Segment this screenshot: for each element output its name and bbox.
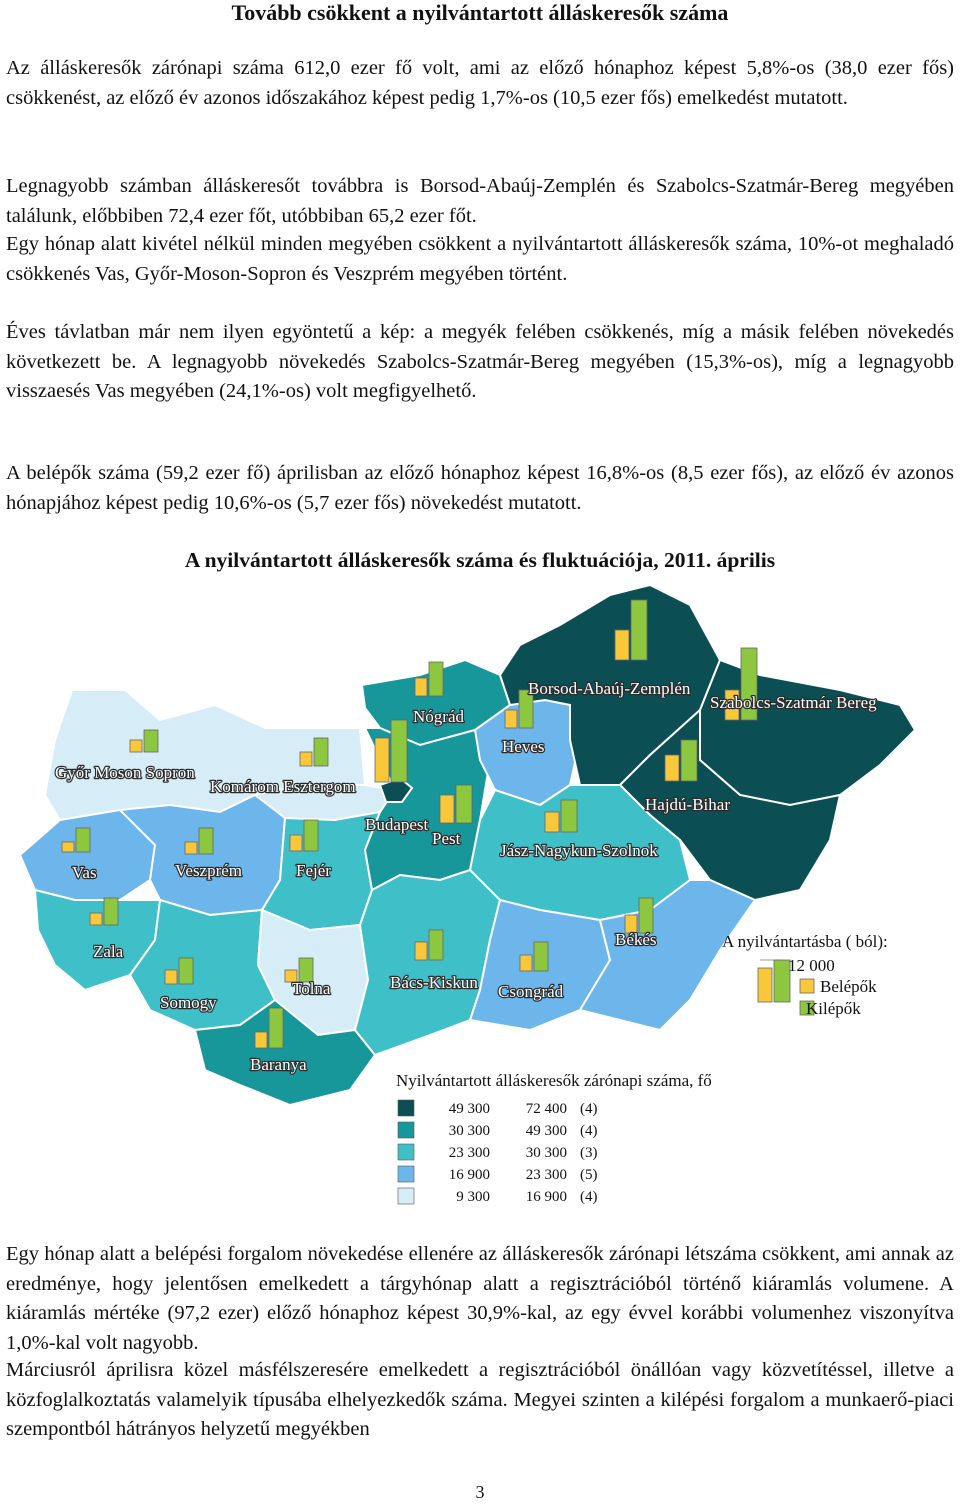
label-fejer: Fejér bbox=[296, 861, 331, 880]
map-title: A nyilvántartott álláskeresők száma és fluktuációja, 2011. április bbox=[184, 548, 776, 572]
page-heading: Tovább csökkent a nyilvántartott álláskeresők száma bbox=[231, 0, 729, 25]
class-row bbox=[398, 1122, 598, 1139]
svg-text:(4): (4) bbox=[580, 1189, 598, 1205]
paragraph-3: Egy hónap alatt kivétel nélkül minden megyében csökkent a nyilvántartott álláskeresők száma, 10%-ot meghaladó csökkenés Vas, Győr-Moson-Sopron és Veszprém megyében történt. bbox=[6, 233, 954, 285]
svg-text:(4): (4) bbox=[580, 1123, 598, 1139]
flow-legend-entrant-bar bbox=[758, 968, 772, 1002]
svg-text:49 300: 49 300 bbox=[448, 1101, 490, 1117]
county-bacs-kiskun bbox=[355, 870, 500, 1055]
page-number: 3 bbox=[475, 1482, 485, 1502]
label-jasz: Jász-Nagykun-Szolnok bbox=[500, 841, 658, 860]
label-baranya: Baranya bbox=[250, 1055, 307, 1074]
label-bekes: Békés bbox=[615, 930, 657, 949]
label-szabolcs: Szabolcs-Szatmár Bereg bbox=[710, 693, 877, 712]
exits-label: Kilépők bbox=[806, 999, 861, 1018]
paragraph-4: Éves távlatban már nem ilyen egyöntetű a kép: a megyék felében csökkenés, míg a másik felében növekedés következett be. A legnagyobb növekedés Szabolcs-Szatmár-Bereg megyében (15,3%-os), míg a legnagyobb visszaesés Vas megyében (24,1%-os) volt megfigyelhető. bbox=[6, 321, 954, 402]
paragraph-2: Legnagyobb számban álláskeresőt továbbra is Borsod-Abaúj-Zemplén és Szabolcs-Szatmár-Bereg megyében találunk, előbbiben 72,4 ezer főt, utóbbiban 65,2 ezer főt. bbox=[6, 175, 954, 227]
label-pest: Pest bbox=[432, 829, 461, 848]
label-borsod: Borsod-Abaúj-Zemplén bbox=[528, 679, 691, 698]
label-vas: Vas bbox=[72, 863, 97, 882]
county-szabolcs bbox=[700, 660, 915, 805]
svg-text:16 900: 16 900 bbox=[448, 1167, 490, 1183]
label-nograd: Nógrád bbox=[413, 707, 464, 726]
paragraph-7: Márciusról áprilisra közel másfélszeresére emelkedett a regisztrációból önállóan vagy közvetítéssel, illetve a közfoglalkoztatás valamelyik típusába elhelyezkedők száma. Megyei szinten a kilépési forgalom a munkaerő-piaci szempontból hátrányos helyzetű megyékben bbox=[6, 1359, 954, 1440]
class-row bbox=[398, 1144, 598, 1161]
class-row bbox=[398, 1166, 598, 1183]
label-csongrad: Csongrád bbox=[498, 982, 564, 1001]
svg-text:49 300: 49 300 bbox=[525, 1123, 567, 1139]
paragraph-6: Egy hónap alatt a belépési forgalom növekedése ellenére az álláskeresők zárónapi létszáma csökkent, ami annak az eredménye, hogy jelentősen emelkedett a tárgyhónap alatt a regisztrációból történő kiáramlás volumene. A kiáramlás mértéke (97,2 ezer) előző hónaphoz képest 30,9%-kal, az egy évvel korábbi volumenhez viszonyítva 1,0%-kal volt nagyobb. bbox=[6, 1243, 954, 1354]
class-row bbox=[398, 1188, 598, 1205]
label-budapest: Budapest bbox=[365, 815, 429, 834]
bars-nograd bbox=[415, 662, 443, 696]
label-gyor: Győr Moson Sopron bbox=[55, 763, 195, 782]
entrants-swatch bbox=[800, 979, 814, 993]
label-tolna: Tolna bbox=[292, 979, 331, 998]
label-veszprem: Veszprém bbox=[175, 861, 243, 880]
svg-text:72 400: 72 400 bbox=[525, 1101, 567, 1117]
svg-text:9 300: 9 300 bbox=[456, 1189, 490, 1205]
label-zala: Zala bbox=[93, 942, 124, 961]
label-somogy: Somogy bbox=[160, 993, 217, 1012]
label-hajdu: Hajdú-Bihar bbox=[645, 795, 730, 814]
svg-text:(3): (3) bbox=[580, 1145, 598, 1161]
class-row bbox=[398, 1100, 598, 1117]
entrants-label: Belépők bbox=[820, 977, 877, 996]
svg-text:23 300: 23 300 bbox=[448, 1145, 490, 1161]
class-legend-title: Nyilvántartott álláskeresők zárónapi száma, fő bbox=[396, 1071, 712, 1090]
svg-text:(4): (4) bbox=[580, 1101, 598, 1117]
svg-text:30 300: 30 300 bbox=[448, 1123, 490, 1139]
flow-legend bbox=[722, 932, 888, 1018]
flow-legend-scale: 12 000 bbox=[788, 956, 835, 975]
svg-text:30 300: 30 300 bbox=[525, 1145, 567, 1161]
paragraph-5: A belépők száma (59,2 ezer fő) áprilisban az előző hónaphoz képest 16,8%-os (8,5 ezer fős), az előző év azonos hónapjához képest pedig 10,6%-os (5,7 ezer fős) növekedést mutatott. bbox=[6, 462, 954, 514]
label-komarom: Komárom Esztergom bbox=[210, 777, 356, 796]
county-shapes bbox=[20, 585, 915, 1105]
label-heves: Heves bbox=[502, 737, 545, 756]
class-legend bbox=[396, 1071, 712, 1205]
svg-text:(5): (5) bbox=[580, 1167, 598, 1183]
county-map bbox=[0, 580, 960, 1230]
svg-text:23 300: 23 300 bbox=[525, 1167, 567, 1183]
paragraph-1: Az álláskeresők zárónapi száma 612,0 ezer fő volt, ami az előző hónaphoz képest 5,8%-os (38,0 ezer fős) csökkenést, az előző év azonos időszakához képest pedig 1,7%-os (10,5 ezer fős) emelkedést mutatott. bbox=[6, 57, 954, 109]
svg-text:16 900: 16 900 bbox=[525, 1189, 567, 1205]
label-bacs: Bács-Kiskun bbox=[390, 973, 478, 992]
flow-legend-title: A nyilvántartásba ( ból): bbox=[722, 932, 888, 951]
